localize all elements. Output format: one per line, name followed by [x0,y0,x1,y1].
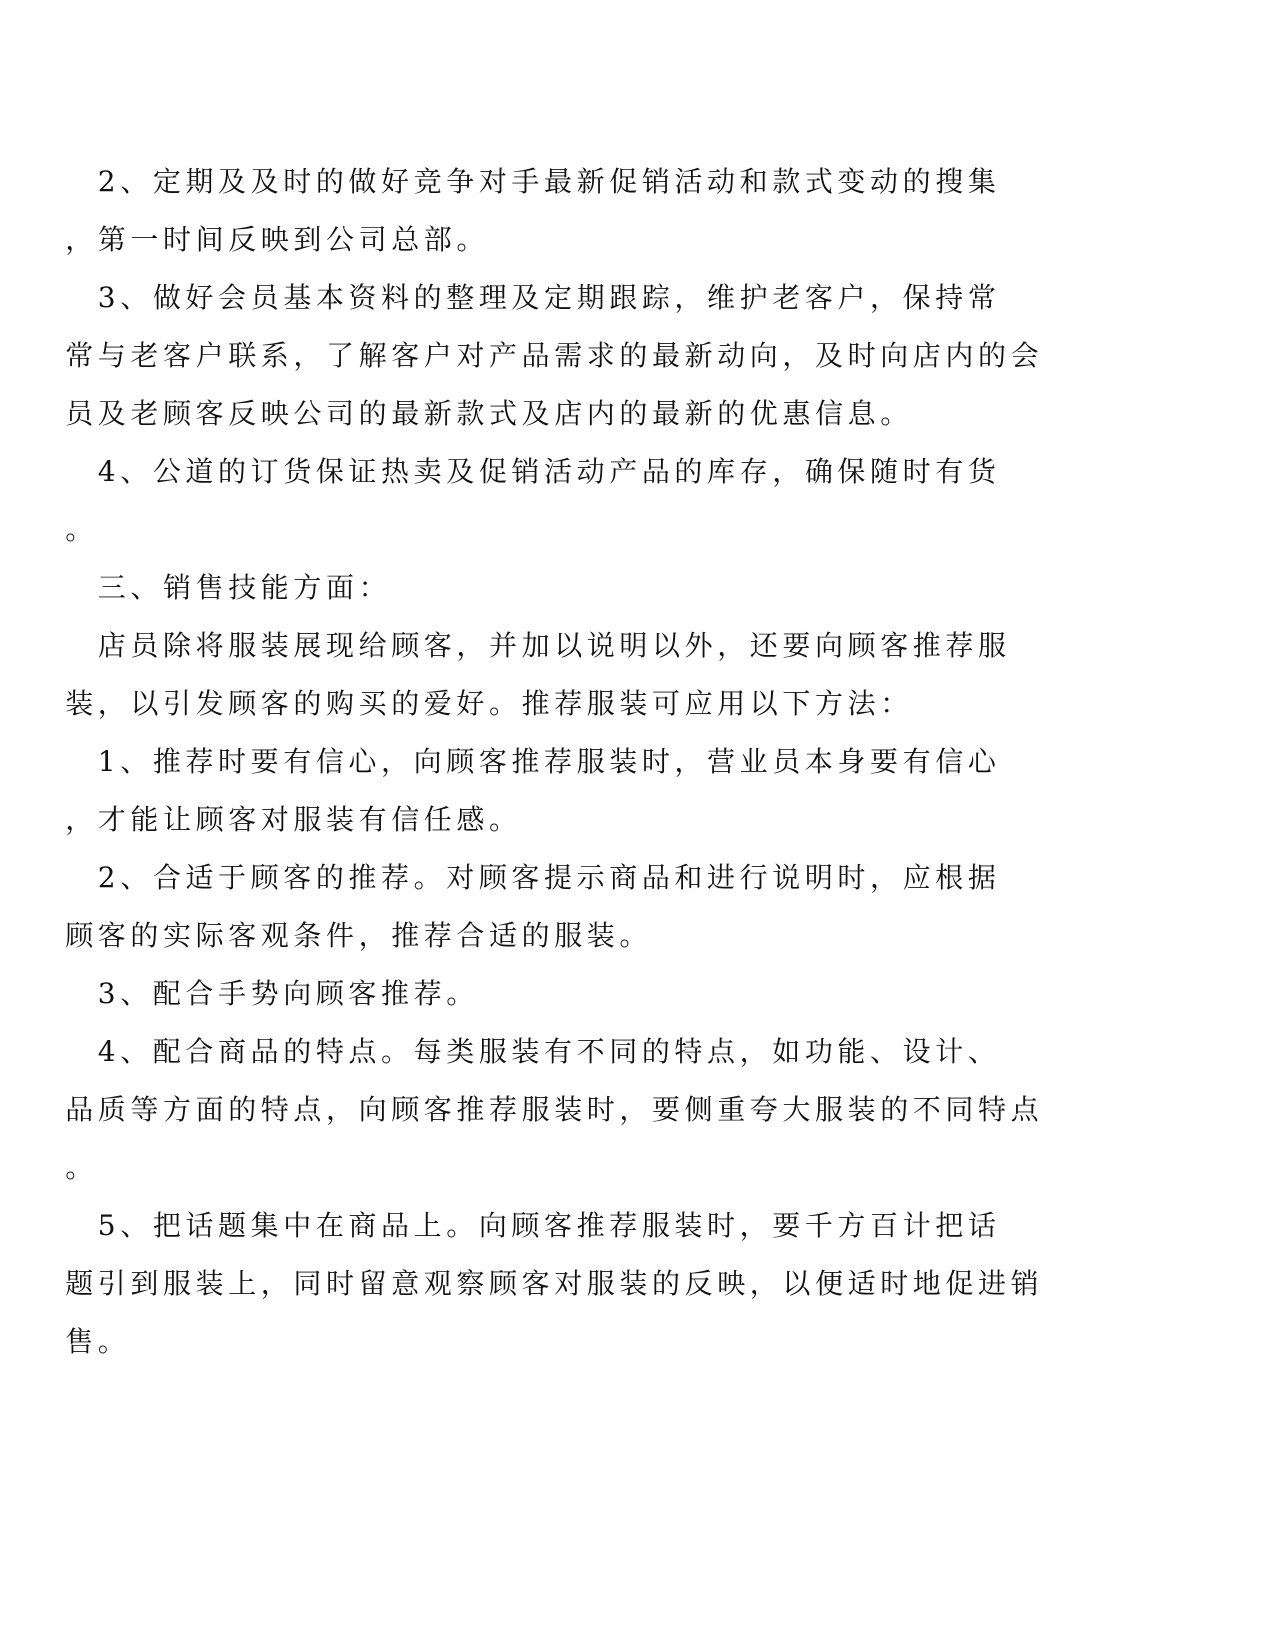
text-line: 店员除将服装展现给顾客，并加以说明以外，还要向顾客推荐服 [0,629,1011,662]
text-line: 。 [0,1151,98,1184]
text-line: ，第一时间反映到公司总部。 [0,223,490,256]
text-line: 题引到服装上，同时留意观察顾客对服装的反映，以便适时地促进销 [0,1267,1044,1300]
text-line: 1、推荐时要有信心，向顾客推荐服装时，营业员本身要有信心 [0,745,1001,778]
text-line: 2、合适于顾客的推荐。对顾客提示商品和进行说明时，应根据 [0,861,1001,894]
text-line: 装，以引发顾客的购买的爱好。推荐服装可应用以下方法： [0,687,913,720]
section-heading: 三、销售技能方面： [0,571,392,604]
text-line: 2、定期及及时的做好竞争对手最新促销活动和款式变动的搜集 [0,165,1001,198]
text-line: 4、公道的订货保证热卖及促销活动产品的库存，确保随时有货 [0,455,1001,488]
text-line: 。 [0,513,98,546]
text-line: ，才能让顾客对服装有信任感。 [0,803,522,836]
text-line: 顾客的实际客观条件，推荐合适的服装。 [0,919,653,952]
text-line: 5、把话题集中在商品上。向顾客推荐服装时，要千方百计把话 [0,1209,1001,1242]
text-line: 4、配合商品的特点。每类服装有不同的特点，如功能、设计、 [0,1035,1001,1068]
text-line: 售。 [0,1325,131,1358]
text-line: 3、配合手势向顾客推荐。 [0,977,479,1010]
text-line: 品质等方面的特点，向顾客推荐服装时，要侧重夸大服装的不同特点 [0,1093,1044,1126]
text-line: 员及老顾客反映公司的最新款式及店内的最新的优惠信息。 [0,397,913,430]
text-line: 3、做好会员基本资料的整理及定期跟踪，维护老客户，保持常 [0,281,1001,314]
text-line: 常与老客户联系，了解客户对产品需求的最新动向，及时向店内的会 [0,339,1044,372]
